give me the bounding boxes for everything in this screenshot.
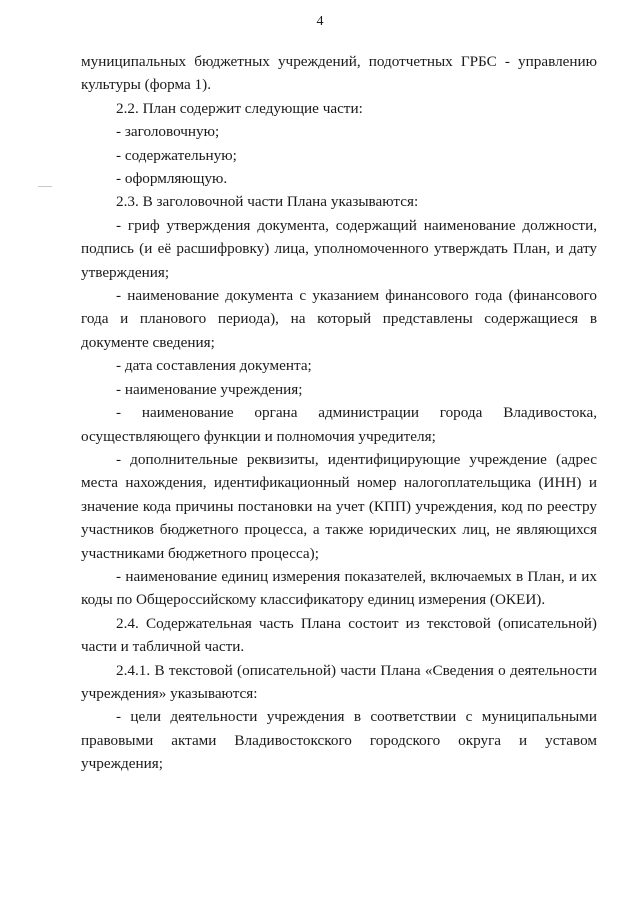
list-item-naimenovanie-uchrezhdeniya: - наименование учреждения; xyxy=(116,380,303,398)
list-item-zagolovochnuyu: - заголовочную; xyxy=(116,123,220,141)
list-item-rekvizity: - дополнительные реквизиты, идентифицирующие учреждение (адрес места нахождения, идентификационный номер налогоплательщика (ИНН) и значение кода причины постановки на учет (КПП) учреждения, код по реестру участников бюджетного процесса, а также юридических лиц, не являющихся участниками бюджетного процесса); xyxy=(81,450,597,562)
paragraph-2-2: 2.2. План содержит следующие части: xyxy=(116,99,363,117)
list-item-naimenovanie-dokumenta: - наименование документа с указанием финансового года (финансового года и планового периода), на который представлены содержащиеся в документе сведения; xyxy=(81,287,597,351)
list-item-organ-administratsii: - наименование органа администрации города Владивостока, осуществляющего функции и полномочия учредителя; xyxy=(81,404,597,445)
list-item-edinitsy-izmereniya: - наименование единиц измерения показателей, включаемых в План, и их коды по Общероссийскому классификатору единиц измерения (ОКЕИ). xyxy=(81,567,597,609)
document-body xyxy=(81,50,597,776)
paragraph-2-4-1: 2.4.1. В текстовой (описательной) части Плана «Сведения о деятельности учреждения» указываются: xyxy=(81,661,597,702)
margin-mark xyxy=(38,186,52,187)
list-item-data-sostavleniya: - дата составления документа; xyxy=(116,357,312,375)
list-item-soderzhatelnuyu: - содержательную; xyxy=(116,146,237,164)
list-item-grif: - гриф утверждения документа, содержащий наименование должности, подпись (и её расшифровку) лица, уполномоченного утверждать План, и дату утверждения; xyxy=(81,216,597,281)
page-number: 4 xyxy=(316,14,324,29)
paragraph-2-3: 2.3. В заголовочной части Плана указываются: xyxy=(116,193,419,211)
paragraph-forma-1: муниципальных бюджетных учреждений, подотчетных ГРБС - управлению культуры (форма 1). xyxy=(81,53,597,94)
list-item-tseli-deyatelnosti: - цели деятельности учреждения в соответствии с муниципальными правовыми актами Владивостокского городского округа и уставом учреждения; xyxy=(81,708,597,773)
list-item-oformlyayushchuyu: - оформляющую. xyxy=(116,170,228,188)
paragraph-2-4: 2.4. Содержательная часть Плана состоит из текстовой (описательной) части и табличной части. xyxy=(81,614,597,656)
